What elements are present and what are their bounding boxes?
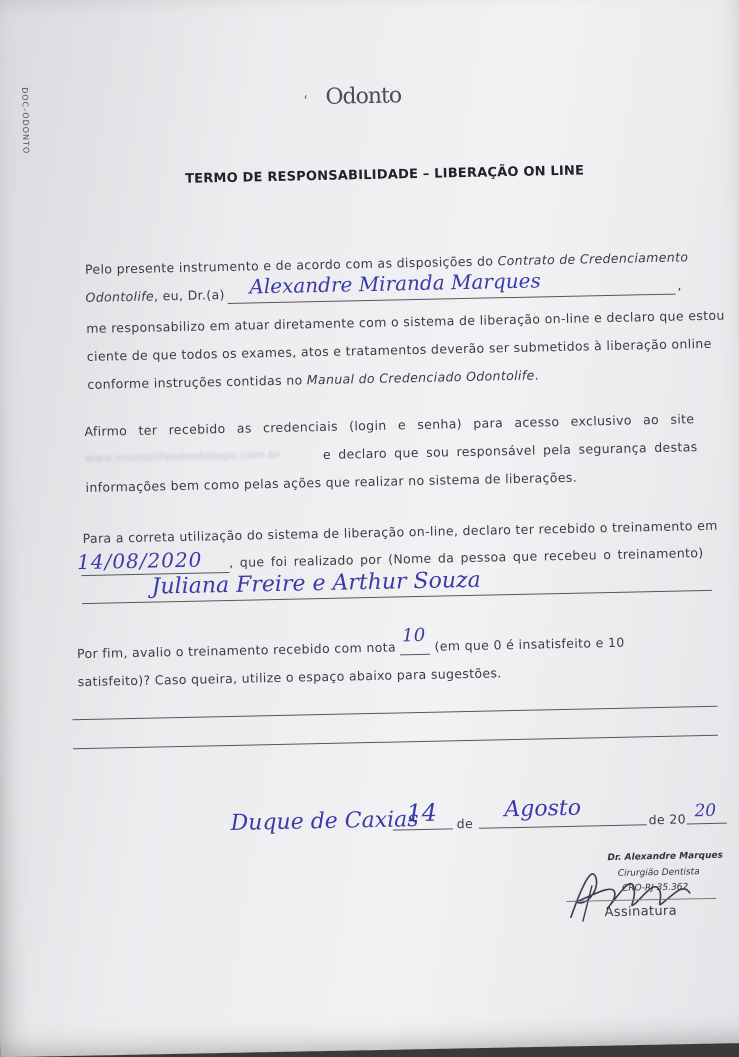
logo: Odonto: [325, 83, 402, 110]
city-handwritten: Duque de Caxias: [230, 807, 419, 836]
trainers-handwritten: Juliana Freire e Arthur Souza: [151, 567, 481, 600]
para1-line2: Odontolife, eu, Dr.(a): [85, 287, 225, 305]
stamp-role: Cirurgião Dentista: [617, 867, 700, 879]
year-handwritten: 20: [694, 800, 717, 822]
para4-line2: satisfeito)? Caso queira, utilize o espaço abaixo para sugestões.: [77, 665, 502, 690]
document-title: TERMO DE RESPONSABILIDADE – LIBERAÇÃO ON LINE: [184, 163, 585, 187]
comma: ,: [677, 277, 682, 293]
para2-line1: Afirmo ter recebido as credenciais (login e senha) para acesso exclusivo ao site: [84, 411, 695, 439]
stamp-cro: CRO-RJ 35.362: [621, 882, 689, 894]
para2-line2: e declaro que sou responsável pela segurança destas: [322, 439, 698, 462]
stamp-name: Dr. Alexandre Marques: [607, 850, 724, 864]
para3-line2: , que foi realizado por (Nome da pessoa que recebeu o treinamento): [229, 545, 704, 570]
para1-line1: Pelo presente instrumento e de acordo com as disposições do Contrato de Credenciamento: [84, 249, 689, 277]
training-date-handwritten: 14/08/2020: [76, 547, 203, 575]
suggestion-line-1: [72, 706, 717, 721]
grade-handwritten: 10: [401, 624, 426, 647]
para1-line5: conforme instruções contidas no Manual do Credenciado Odontolife.: [87, 367, 540, 392]
para1-line4: ciente de que todos os exames, atos e tratamentos deverão ser submetidos à liberação online: [86, 335, 712, 364]
doctor-name-handwritten: Alexandre Miranda Marques: [249, 268, 541, 299]
para4-line1: Por fim, avalio o treinamento recebido com nota 10 (em que 0 é insatisfeito e 10: [76, 624, 625, 662]
para1-line3: me responsabilizo em atuar diretamente com o sistema de liberação on-line e declaro que estou: [86, 307, 725, 336]
para3-line1: Para a correta utilização do sistema de liberação on-line, declaro ter recebido o treinamento em: [82, 517, 718, 547]
suggestion-line-2: [73, 735, 718, 750]
day-line: [393, 828, 453, 830]
de-label: de: [456, 815, 474, 832]
para2-line3: informações bem como pelas ações que realizar no sistema de liberações.: [85, 469, 578, 495]
month-line: [479, 824, 647, 829]
signature-label: Assinatura: [604, 903, 678, 921]
day-handwritten: 14: [406, 798, 438, 828]
month-handwritten: Agosto: [504, 795, 582, 823]
year-line: [687, 823, 727, 825]
site-url-blurred: www.montolifeodontologo.com.br: [84, 447, 282, 465]
year-prefix: de 20: [648, 811, 687, 828]
logo-mark: ‘: [303, 93, 309, 110]
side-code: DOC-ODONTO: [20, 87, 31, 155]
